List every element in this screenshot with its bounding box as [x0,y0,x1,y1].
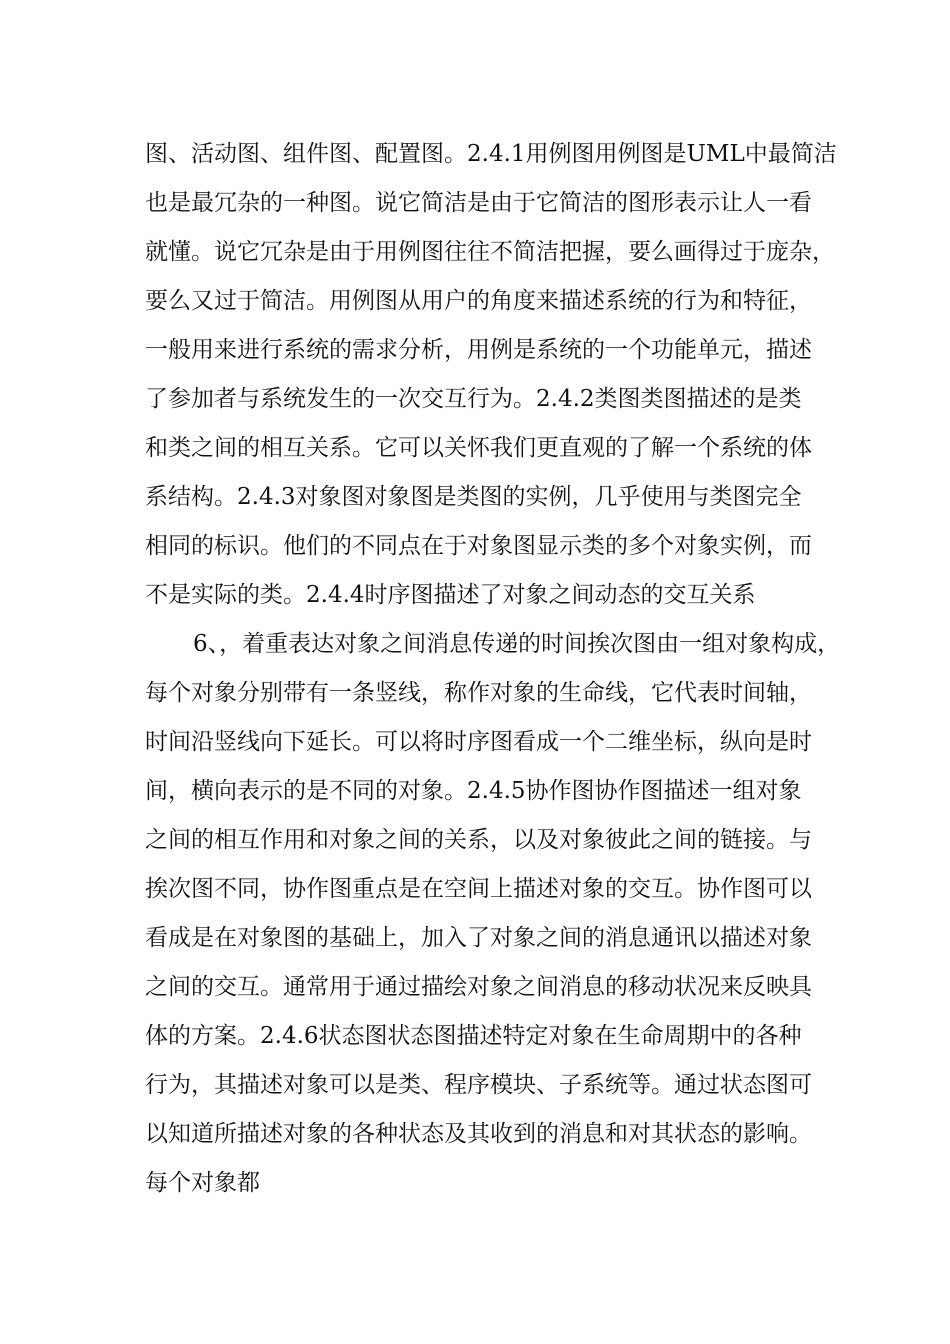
text-line: 看成是在对象图的基础上，加入了对象之间的消息通讯以描述对象 [145,925,812,951]
text-line: 之间的相互作用和对象之间的关系，以及对象彼此之间的链接。与 [145,827,812,853]
text-line: 就懂。说它冗杂是由于用例图往往不简洁把握，要么画得过于庞杂， [145,239,835,265]
text-line: 相同的标识。他们的不同点在于对象图显示类的多个对象实例，而 [145,533,812,559]
text-line: 每个对象分别带有一条竖线，称作对象的生命线，它代表时间轴， [145,680,812,706]
paragraph-first-line: 6、，着重表达对象之间消息传递的时间挨次图由一组对象构成， [193,631,841,657]
text-line: 以知道所描述对象的各种状态及其收到的消息和对其状态的影响。 [145,1121,812,1147]
text-line: 体的方案。2.4.6状态图状态图描述特定对象在生命周期中的各种 [145,1023,802,1049]
text-line: 图、活动图、组件图、配置图。2.4.1用例图用例图是UML中最简洁 [145,141,837,167]
text-line: 之间的交互。通常用于通过描绘对象之间消息的移动状况来反映具 [145,974,812,1000]
body-text [145,130,845,1208]
text-line: 也是最冗杂的一种图。说它简洁是由于它简洁的图形表示让人一看 [145,190,812,216]
text-line: 了参加者与系统发生的一次交互行为。2.4.2类图类图描述的是类 [145,386,802,412]
text-line: 一般用来进行系统的需求分析，用例是系统的一个功能单元，描述 [145,337,812,363]
text-line: 系结构。2.4.3对象图对象图是类图的实例，几乎使用与类图完全 [145,484,802,510]
text-line: 每个对象都 [145,1170,260,1196]
text-line: 要么又过于简洁。用例图从用户的角度来描述系统的行为和特征， [145,288,812,314]
text-line: 不是实际的类。2.4.4时序图描述了对象之间动态的交互关系 [145,582,756,608]
text-line: 行为，其描述对象可以是类、程序模块、子系统等。通过状态图可 [145,1072,812,1098]
text-line: 和类之间的相互关系。它可以关怀我们更直观的了解一个系统的体 [145,435,812,461]
text-line: 挨次图不同，协作图重点是在空间上描述对象的交互。协作图可以 [145,876,812,902]
text-line: 时间沿竖线向下延长。可以将时序图看成一个二维坐标，纵向是时 [145,729,812,755]
text-line: 间，横向表示的是不同的对象。2.4.5协作图协作图描述一组对象 [145,778,802,804]
